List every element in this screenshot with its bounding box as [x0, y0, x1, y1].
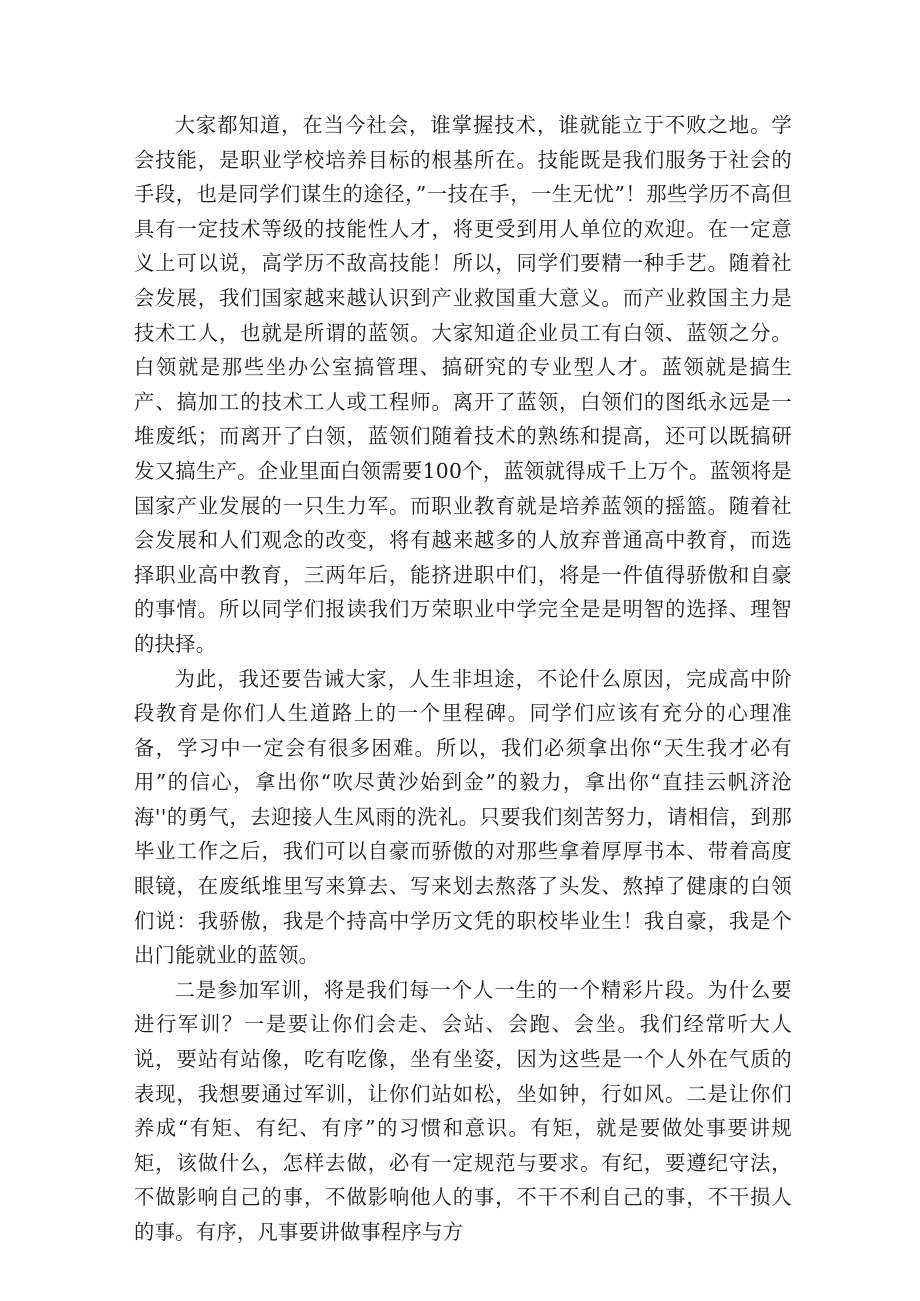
paragraph-2: 为此，我还要告诫大家，人生非坦途，不论什么原因，完成高中阶段教育是你们人生道路上的一个里程碑。同学们应该有充分的心理准备，学习中一定会有很多困难。所以，我们必须拿出你“天生我才必有用”的信心，拿出你“吹尽黄沙始到金”的毅力，拿出你“直挂云帆济沧海''的勇气，去迎接人生风雨的洗礼。只要我们刻苦努力，请相信，到那毕业工作之后，我们可以自豪而骄傲的对那些拿着厚厚书本、带着高度眼镜，在废纸堆里写来算去、写来划去熬落了头发、熬掉了健康的白领们说：我骄傲，我是个持高中学历文凭的职校毕业生！我自豪，我是个出门能就业的蓝领。 [134, 666, 792, 968]
paragraph-1: 大家都知道，在当今社会，谁掌握技术，谁就能立于不败之地。学会技能，是职业学校培养目标的根基所在。技能既是我们服务于社会的手段，也是同学们谋生的途径，”一技在手，一生无忧”！那些学历不高但具有一定技术等级的技能性人才，将更受到用人单位的欢迎。在一定意义上可以说，高学历不敌高技能！所以，同学们要精一种手艺。随着社会发展，我们国家越来越认识到产业救国重大意义。而产业救国主力是技术工人，也就是所谓的蓝领。大家知道企业员工有白领、蓝领之分。白领就是那些坐办公室搞管理、搞研究的专业型人才。蓝领就是搞生产、搞加工的技术工人或工程师。离开了蓝领，白领们的图纸永远是一堆废纸；而离开了白领，蓝领们随着技术的熟练和提高，还可以既搞研发又搞生产。企业里面白领需要100个，蓝领就得成千上万个。蓝领将是国家产业发展的一只生力军。而职业教育就是培养蓝领的摇篮。随着社会发展和人们观念的改变，将有越来越多的人放弃普通高中教育，而选择职业高中教育，三两年后，能挤进职中们，将是一件值得骄傲和自豪的事情。所以同学们报读我们万荣职业中学完全是是明智的选择、理智的抉择。 [134, 113, 792, 656]
document-body [134, 108, 792, 1250]
paragraph-3: 二是参加军训，将是我们每一个人一生的一个精彩片段。为什么要进行军训？一是要让你们会走、会站、会跑、会坐。我们经常听大人说，要站有站像，吃有吃像，坐有坐姿，因为这些是一个人外在气质的表现，我想要通过军训，让你们站如松，坐如钟，行如风。二是让你们养成“有矩、有纪、有序”的习惯和意识。有矩，就是要做处事要讲规矩，该做什么，怎样去做，必有一定规范与要求。有纪，要遵纪守法，不做影响自己的事，不做影响他人的事，不干不利自己的事，不干损人的事。有序，凡事要讲做事程序与方 [134, 977, 792, 1244]
